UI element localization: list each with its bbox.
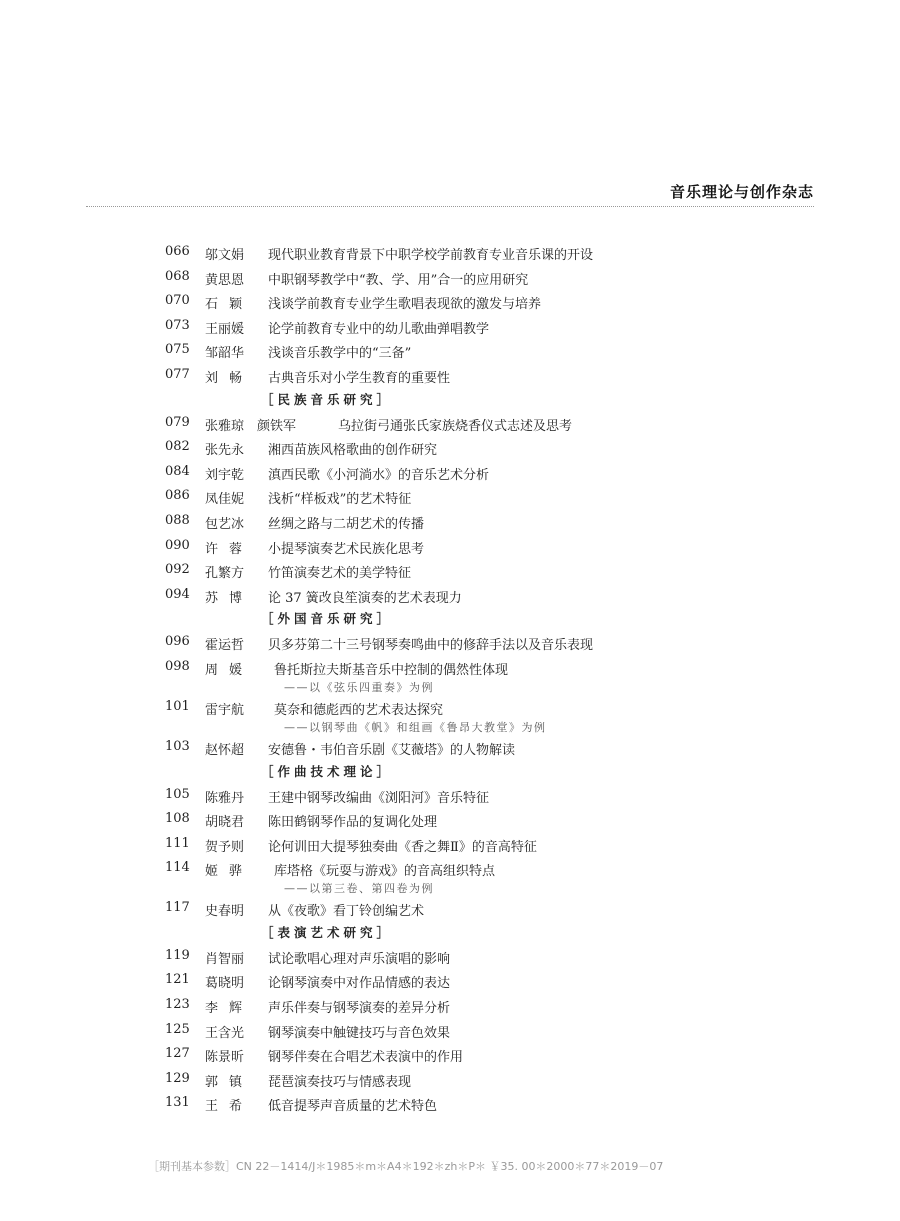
section-row — [0, 760, 900, 783]
page-number: 121 — [165, 972, 190, 988]
article-title: 小提琴演奏艺术民族化思考 — [268, 541, 425, 557]
article-title: 浅谈学前教育专业学生歌唱表现欲的激发与培养 — [268, 297, 542, 313]
author-name: 张雅琼 颜铁军 — [205, 418, 297, 434]
author-name: 史春明 — [205, 904, 245, 920]
page-number: 070 — [165, 293, 190, 309]
toc-entry — [0, 484, 900, 509]
author-name: 王丽媛 — [205, 321, 245, 337]
author-name: 张先永 — [205, 443, 245, 459]
article-title: 论钢琴演奏中对作品情感的表达 — [268, 976, 451, 992]
article-title: 论 37 簧改良笙演奏的艺术表现力 — [268, 590, 462, 606]
author-name: 凤佳妮 — [205, 492, 245, 508]
toc-entry — [0, 289, 900, 314]
page-number: 111 — [165, 835, 190, 851]
article-title: 丝绸之路与二胡艺术的传播 — [268, 516, 425, 532]
table-of-contents — [0, 240, 900, 1116]
toc-entry — [0, 509, 900, 534]
article-title: 钢琴演奏中触键技巧与音色效果 — [268, 1025, 451, 1041]
header-rule — [86, 206, 814, 207]
toc-entry — [0, 240, 900, 265]
section-row — [0, 921, 900, 944]
page-number: 068 — [165, 268, 190, 284]
article-title: 滇西民歌《小河淌水》的音乐艺术分析 — [268, 467, 490, 483]
section-heading: ［表演艺术研究］ — [261, 924, 394, 940]
toc-entry — [0, 314, 900, 339]
author-name: 周媛 — [205, 662, 254, 678]
article-title: 安德鲁・韦伯音乐剧《艾薇塔》的人物解读 — [268, 742, 516, 758]
article-title: 王建中钢琴改编曲《浏阳河》音乐特征 — [268, 790, 490, 806]
page-number: 090 — [165, 537, 190, 553]
article-title: 竹笛演奏艺术的美学特征 — [268, 566, 412, 582]
author-name: 苏博 — [205, 590, 254, 606]
article-title: 论何训田大提琴独奏曲《香之舞Ⅱ》的音高特征 — [268, 839, 537, 855]
page-number: 114 — [165, 860, 190, 876]
author-name: 刘畅 — [205, 370, 254, 386]
page-number: 119 — [165, 947, 190, 963]
article-title: 鲁托斯拉夫斯基音乐中控制的偶然性体现 — [274, 662, 509, 678]
toc-entry — [0, 583, 900, 608]
journal-title: 音乐理论与创作杂志 — [669, 183, 814, 201]
page-number: 077 — [165, 366, 190, 382]
toc-entry — [0, 534, 900, 559]
article-title: 试论歌唱心理对声乐演唱的影响 — [268, 951, 451, 967]
author-name: 包艺冰 — [205, 516, 245, 532]
page-number: 123 — [165, 997, 190, 1013]
toc-entry — [0, 460, 900, 485]
page-number: 127 — [165, 1046, 190, 1062]
article-title: 论学前教育专业中的幼儿歌曲弹唱教学 — [268, 321, 490, 337]
section-heading: ［外国音乐研究］ — [261, 611, 394, 627]
toc-entry — [0, 1067, 900, 1092]
page-number: 098 — [165, 658, 190, 674]
author-name: 邹韶华 — [205, 346, 245, 362]
article-title: 湘西苗族风格歌曲的创作研究 — [268, 443, 438, 459]
toc-entry — [0, 993, 900, 1018]
toc-entry — [0, 856, 900, 896]
author-name: 王希 — [205, 1099, 254, 1115]
author-name: 贺予则 — [205, 839, 245, 855]
toc-entry — [0, 735, 900, 760]
article-title: 古典音乐对小学生教育的重要性 — [268, 370, 451, 386]
author-name: 赵怀超 — [205, 742, 245, 758]
author-name: 李辉 — [205, 1001, 254, 1017]
page-number: 125 — [165, 1021, 190, 1037]
article-title: 低音提琴声音质量的艺术特色 — [268, 1099, 438, 1115]
article-title: 声乐伴奏与钢琴演奏的差异分析 — [268, 1001, 451, 1017]
article-title: 琵琶演奏技巧与情感表现 — [268, 1074, 412, 1090]
toc-entry — [0, 411, 900, 436]
toc-entry — [0, 968, 900, 993]
toc-entry — [0, 807, 900, 832]
author-name: 刘宇乾 — [205, 467, 245, 483]
page-number: 086 — [165, 488, 190, 504]
author-name: 陈雅丹 — [205, 790, 245, 806]
author-name: 肖智丽 — [205, 951, 245, 967]
author-name: 胡晓君 — [205, 815, 245, 831]
toc-entry — [0, 1018, 900, 1043]
page-number: 088 — [165, 512, 190, 528]
author-name: 黄思恩 — [205, 272, 245, 288]
page-number: 101 — [165, 698, 190, 714]
author-name: 石颖 — [205, 297, 254, 313]
page-number: 117 — [165, 900, 190, 916]
page-number: 092 — [165, 562, 190, 578]
author-name: 孔繁方 — [205, 566, 245, 582]
toc-entry — [0, 265, 900, 290]
toc-entry — [0, 896, 900, 921]
toc-entry — [0, 338, 900, 363]
section-heading: ［作曲技术理论］ — [261, 763, 394, 779]
toc-entry — [0, 1091, 900, 1116]
article-title: 钢琴伴奏在合唱艺术表演中的作用 — [268, 1050, 464, 1066]
toc-entry — [0, 1042, 900, 1067]
toc-entry — [0, 944, 900, 969]
toc-entry — [0, 558, 900, 583]
toc-entry — [0, 435, 900, 460]
page-number: 129 — [165, 1070, 190, 1086]
article-title: 现代职业教育背景下中职学校学前教育专业音乐课的开设 — [268, 248, 594, 263]
article-title: 陈田鹤钢琴作品的复调化处理 — [268, 815, 438, 831]
article-title: 浅谈音乐教学中的“三备” — [268, 346, 412, 362]
toc-entry — [0, 783, 900, 808]
page-number: 103 — [165, 738, 190, 754]
author-name: 雷宇航 — [205, 702, 245, 718]
author-name: 许蓉 — [205, 541, 254, 557]
page-number: 108 — [165, 811, 190, 827]
section-row — [0, 607, 900, 630]
page-number: 066 — [165, 244, 190, 259]
page-number: 075 — [165, 342, 190, 358]
toc-entry — [0, 695, 900, 735]
article-subtitle: ——以第三卷、第四卷为例 — [284, 882, 434, 896]
author-name: 葛晓明 — [205, 976, 245, 992]
toc-entry — [0, 363, 900, 388]
toc-entry — [0, 630, 900, 655]
toc-entry — [0, 832, 900, 857]
article-title: 从《夜歌》看丁铃创编艺术 — [268, 904, 425, 920]
section-heading: ［民族音乐研究］ — [261, 391, 394, 407]
section-row — [0, 388, 900, 411]
article-subtitle: ——以《弦乐四重奏》为例 — [284, 680, 434, 694]
author-name: 陈景昕 — [205, 1050, 245, 1066]
author-name: 王含光 — [205, 1025, 245, 1041]
author-name: 郭镇 — [205, 1074, 254, 1090]
page-number: 105 — [165, 786, 190, 802]
page-number: 084 — [165, 463, 190, 479]
author-name: 霍运哲 — [205, 638, 245, 654]
article-title: 中职钢琴教学中“教、学、用”合一的应用研究 — [268, 272, 529, 288]
author-name: 姬骅 — [205, 864, 254, 880]
article-title: 贝多芬第二十三号钢琴奏鸣曲中的修辞手法以及音乐表现 — [268, 638, 594, 654]
toc-entry — [0, 655, 900, 695]
article-title: 乌拉街弓通张氏家族烧香仪式志述及思考 — [338, 418, 573, 434]
article-title: 浅析“样板戏”的艺术特征 — [268, 492, 412, 508]
page-number: 082 — [165, 439, 190, 455]
author-name: 邬文娟 — [205, 248, 245, 263]
page-number: 079 — [165, 414, 190, 430]
page-number: 131 — [165, 1095, 190, 1111]
footer-params: ［期刊基本参数］CN 22－1414/J＊1985＊m＊A4＊192＊zh＊P＊ ￥35. 00＊2000＊77＊2019－07 — [148, 1160, 664, 1173]
article-title: 库塔格《玩耍与游戏》的音高组织特点 — [274, 864, 496, 880]
page-number: 073 — [165, 317, 190, 333]
page-number: 096 — [165, 634, 190, 650]
page-number: 094 — [165, 586, 190, 602]
article-subtitle: ——以钢琴曲《帆》和组画《鲁昂大教堂》为例 — [284, 720, 547, 734]
article-title: 莫奈和德彪西的艺术表达探究 — [274, 702, 444, 718]
